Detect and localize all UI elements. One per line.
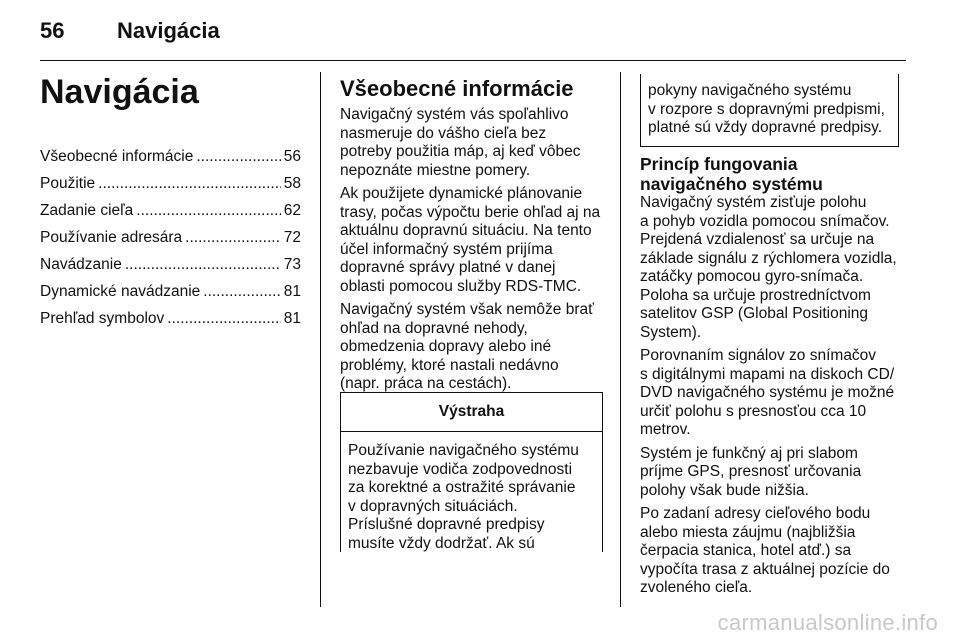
text-line: Ak použijete dynamické plánovanie bbox=[340, 185, 583, 202]
toc-leader-dots bbox=[185, 229, 281, 247]
toc-entry[interactable] bbox=[40, 148, 301, 175]
toc-page-number: 81 bbox=[283, 283, 301, 300]
text-line: nepoznáte miestne pomery. bbox=[340, 161, 531, 179]
text-line: za korektné a ostražité správanie bbox=[348, 479, 576, 496]
text-line: a pohyb vozidla pomocou snímačov. bbox=[640, 212, 890, 230]
paragraph bbox=[640, 347, 905, 440]
text-line: nasmeruje do vášho cieľa bez bbox=[340, 124, 547, 142]
text-line: Princíp fungovania bbox=[640, 154, 798, 174]
text-line: System). bbox=[640, 323, 702, 341]
toc-page-number: 58 bbox=[283, 175, 301, 192]
text-line: DVD navigačného systému je možné bbox=[640, 384, 895, 401]
paragraph bbox=[340, 106, 605, 180]
toc-leader-dots bbox=[98, 175, 281, 193]
toc-entry[interactable] bbox=[40, 283, 301, 310]
text-line: Porovnaním signálov zo snímačov bbox=[640, 347, 877, 364]
toc-leader-dots bbox=[196, 148, 280, 166]
paragraph bbox=[340, 185, 605, 296]
toc-leader-dots bbox=[167, 310, 280, 328]
column-divider-2 bbox=[620, 72, 621, 607]
warning-title: Výstraha bbox=[341, 392, 602, 432]
toc-page-number: 56 bbox=[283, 148, 301, 165]
toc-leader-dots bbox=[136, 202, 280, 220]
section-subtitle bbox=[640, 154, 905, 194]
text-line: zvoleného cieľa. bbox=[640, 579, 753, 596]
paragraph bbox=[640, 194, 905, 342]
warning-text bbox=[341, 432, 602, 553]
watermark: carmanualsonline.info bbox=[717, 610, 938, 635]
text-line: Po zadaní adresy cieľového bodu bbox=[640, 505, 871, 522]
toc-label: Prehľad symbolov bbox=[40, 310, 165, 327]
toc-label: Použitie bbox=[40, 175, 96, 192]
warning-continued bbox=[640, 74, 899, 147]
text-line: alebo miesta záujmu (najbližšia bbox=[640, 523, 856, 541]
text-line: problémy, ktoré nastali nedávno bbox=[340, 356, 559, 374]
toc-page-number: 81 bbox=[283, 310, 301, 327]
paragraph bbox=[640, 505, 905, 598]
text-line: Poloha sa určuje prostredníctvom bbox=[640, 286, 871, 304]
text-line: účel informačný systém prijíma bbox=[340, 240, 553, 258]
table-of-contents bbox=[40, 148, 301, 337]
text-line: v rozpore s dopravnými predpismi, bbox=[648, 100, 885, 118]
header-divider bbox=[40, 60, 906, 61]
paragraph bbox=[640, 445, 905, 501]
warning-box bbox=[340, 392, 603, 552]
text-line: metrov. bbox=[640, 421, 691, 438]
toc-entry[interactable] bbox=[40, 310, 301, 337]
text-line: vypočíta trasa z aktuálnej pozície do bbox=[640, 560, 890, 578]
toc-label: Dynamické navádzanie bbox=[40, 283, 201, 300]
text-line: Navigačný systém však nemôže brať bbox=[340, 301, 594, 318]
section-principle bbox=[640, 154, 905, 603]
text-line: s digitálnymi mapami na diskoch CD/ bbox=[640, 365, 895, 383]
text-line: príjme GPS, presnosť určovania bbox=[640, 463, 862, 480]
text-line: Prejdená vzdialenosť sa určuje na bbox=[640, 231, 875, 248]
text-line: trasy, počas výpočtu berie ohľad aj na bbox=[340, 203, 601, 221]
toc-label: Navádzanie bbox=[40, 256, 122, 273]
text-line: v dopravných situáciách. bbox=[348, 497, 518, 515]
toc-entry[interactable] bbox=[40, 229, 301, 256]
toc-leader-dots bbox=[203, 283, 280, 301]
text-line: platné sú vždy dopravné predpisy. bbox=[648, 119, 883, 136]
toc-page-number: 73 bbox=[283, 256, 301, 273]
text-line: dopravné správy platné v danej bbox=[340, 259, 556, 276]
toc-label: Používanie adresára bbox=[40, 229, 183, 246]
paragraph bbox=[340, 301, 605, 394]
toc-page-number: 72 bbox=[283, 229, 301, 246]
toc-label: Všeobecné informácie bbox=[40, 148, 194, 165]
section-general-info bbox=[340, 76, 605, 399]
toc-entry[interactable] bbox=[40, 256, 301, 283]
text-line: potreby použitia máp, aj keď vôbec bbox=[340, 143, 581, 160]
text-line: aktuálnu dopravnú situáciu. Na tento bbox=[340, 222, 592, 239]
toc-entry[interactable] bbox=[40, 175, 301, 202]
text-line: Systém je funkčný aj pri slabom bbox=[640, 444, 858, 462]
text-line: určiť polohu s presnosťou cca 10 bbox=[640, 402, 867, 420]
header-title: Navigácia bbox=[117, 18, 220, 43]
text-line: musíte vždy dodržať. Ak sú bbox=[348, 534, 535, 552]
text-line: Navigačný systém vás spoľahlivo bbox=[340, 106, 569, 123]
toc-entry[interactable] bbox=[40, 202, 301, 229]
text-line: satelitov GSP (Global Positioning bbox=[640, 305, 869, 322]
toc-page-number: 62 bbox=[283, 202, 301, 219]
text-line: základe signálu z rýchlomera vozidla, bbox=[640, 249, 897, 267]
text-line: Používanie navigačného systému bbox=[348, 442, 579, 459]
page-number: 56 bbox=[40, 18, 65, 43]
toc-label: Zadanie cieľa bbox=[40, 202, 134, 219]
text-line: obmedzenia dopravy alebo iné bbox=[340, 338, 552, 355]
text-line: (napr. práca na cestách). bbox=[340, 375, 512, 392]
text-line: navigačného systému bbox=[640, 174, 823, 194]
section-title: Všeobecné informácie bbox=[340, 76, 574, 101]
chapter-title: Navigácia bbox=[40, 73, 199, 111]
text-line: nezbavuje vodiča zodpovednosti bbox=[348, 460, 573, 478]
text-line: ohľad na dopravné nehody, bbox=[340, 319, 528, 337]
text-line: polohy však bude nižšia. bbox=[640, 481, 809, 499]
text-line: čerpacia stanica, hotel atď.) sa bbox=[640, 542, 852, 559]
toc-leader-dots bbox=[125, 256, 281, 274]
column-divider-1 bbox=[320, 72, 321, 607]
text-line: zatáčky pomocou gyro-snímača. bbox=[640, 268, 864, 285]
text-line: Príslušné dopravné predpisy bbox=[348, 516, 545, 533]
text-line: pokyny navigačného systému bbox=[648, 82, 852, 99]
text-line: Navigačný systém zisťuje polohu bbox=[640, 194, 867, 211]
text-line: oblasti pomocou služby RDS-TMC. bbox=[340, 277, 582, 295]
